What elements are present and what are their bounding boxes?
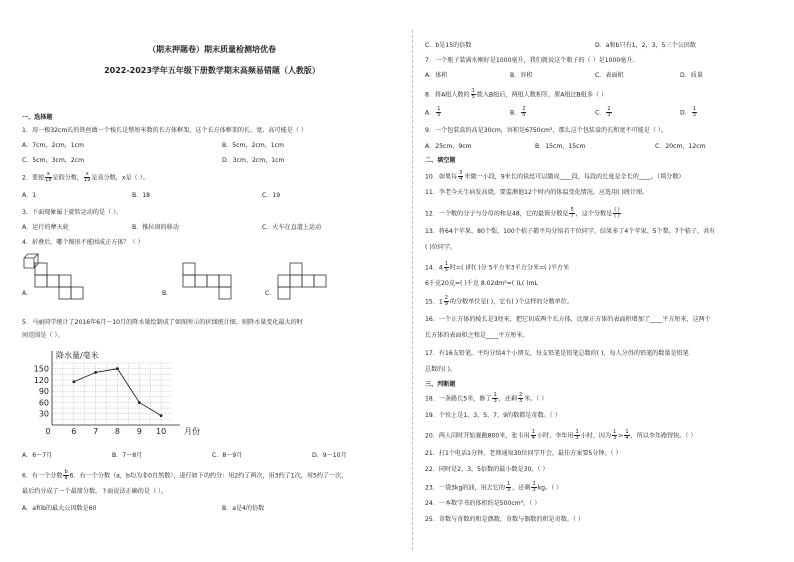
question-6-cont: 最后约分成了一个最简分数。下面说法正确的是（ ）。 xyxy=(22,488,168,495)
question-16: 16．一个正方体的棱长是3厘米，把它切成两个长方体，比原正方体的表面积增加了____平方厘米，这两个 xyxy=(425,316,711,323)
data-point xyxy=(72,380,75,383)
x-axis-label: 月份 xyxy=(184,427,200,436)
column-divider xyxy=(412,30,413,550)
question-19: 19．个位上是1、3、5、7、9的数都是奇数。（ ） xyxy=(425,412,561,419)
question-2: 2．要使 $\frac{x}{18}$ 是假分数， $\frac{x}{19}$ 是真分数，x是（ ）。 xyxy=(22,171,149,183)
question-10: 10．如果每 $\frac{3}{4}$ 米做一小段，9米长的铁丝可以做成____段，每段的长度是全长的____。（填分数） xyxy=(425,170,685,182)
q1-option-d: D．3cm，2cm，1cm xyxy=(222,157,285,164)
y-tick-label: 150 xyxy=(33,364,49,374)
fraction: $\frac{5}{7}$ xyxy=(570,207,574,219)
q6-option-c: C．b是15的倍数 xyxy=(425,42,472,49)
right-column xyxy=(425,0,785,562)
question-5-cont: 间范围是（ ）。 xyxy=(22,332,64,339)
q2-option-b: B．18 xyxy=(132,192,151,199)
cube-net-a-icon xyxy=(34,262,110,312)
section-judge-heading: 三、判断题 xyxy=(425,381,456,388)
q8-option-a: A． $\frac{1}{5}$ xyxy=(425,106,441,118)
data-point xyxy=(160,414,163,417)
question-22: 22．同时是2，3，5倍数的最小数是30。（ ） xyxy=(425,466,549,473)
question-3: 3．下面现象属于旋转运动的是（ ）。 xyxy=(22,209,123,216)
question-8: 8．将A组人数的 $\frac{1}{5}$ 拨入B组后，两组人数相等，原A组比B组多（ ） xyxy=(425,88,608,100)
q2-option-c: C．19 xyxy=(262,192,281,199)
fraction: $\frac{x}{18}$ xyxy=(45,171,52,183)
chart-title: 降水量/毫米 xyxy=(56,351,99,360)
q7-option-a: A．体积 xyxy=(425,72,448,79)
q3-option-b: B．推拉窗的移动 xyxy=(132,224,179,231)
question-13-cont: ( )位同学。 xyxy=(425,244,457,251)
q2-option-a: A．1 xyxy=(22,192,37,199)
question-11: 11．李老今天生病发高烧，要监测他12个时内的体温变化情况，应选用( )统计图。 xyxy=(425,189,649,196)
question-15: 15．1 $\frac{2}{9}$ 的分数单位是( )，它有( )个这样的分数单位。 xyxy=(425,295,573,307)
question-16-cont: 长方体的表面积之和是____平方厘米。 xyxy=(425,332,529,339)
q3-option-c: C．火车在直道上运动 xyxy=(262,224,322,231)
q7-option-d: D．质量 xyxy=(680,72,703,79)
question-18: 18．一条路长5米，修了 $\frac{1}{3}$ ，还剩 $\frac{2}{3}$ 米。（ ） xyxy=(425,392,548,404)
q4-option-a: A． xyxy=(22,290,33,297)
page-title: （期末押题卷）期末质量检测培优卷 xyxy=(148,45,276,54)
q5-option-c: C．8～9月 xyxy=(212,452,243,459)
fraction: $\frac{3}{4}$ xyxy=(459,170,463,182)
fraction: $\frac{1}{5}$ xyxy=(471,88,475,100)
cube-net-b-icon xyxy=(182,262,258,312)
x-tick-label: 8 xyxy=(114,427,121,436)
question-9: 9．一个包装盒的高是30cm，容积是6750cm³，那么这个包装盒的长和宽不可能是（ ）。 xyxy=(425,127,668,134)
y-tick-label: 60 xyxy=(38,398,49,408)
y-tick-label: 90 xyxy=(38,387,49,397)
question-7: 7．一个瓶子装满水刚好是1000毫升，我们就说这个瓶子的（ ）是1000毫升。 xyxy=(425,57,639,64)
q5-option-d: D．9～10月 xyxy=(312,452,347,459)
q6-option-d: D．a和b只有1，2，3，5三个公因数 xyxy=(595,42,696,49)
question-5: 5．马丽同学统计了2016年6月～10月的降水量绘制成了如图所示的折线统计图，则降水量变化最大的时 xyxy=(22,319,303,326)
question-12: 12．一个数的分子与分母的和是48，它的最简分数是 $\frac{5}{7}$ ，这个分数是 $\frac{( )}{( )}$ xyxy=(425,207,620,219)
q1-option-c: C．5cm，3cm，2cm xyxy=(22,157,85,164)
x-tick-label: 6 xyxy=(71,427,77,436)
section-fill-heading: 二、填空题 xyxy=(425,157,456,164)
data-point xyxy=(138,401,141,404)
q8-option-c: C． $\frac{2}{3}$ xyxy=(595,106,611,118)
q4-option-c: C． xyxy=(265,290,276,297)
question-1: 1．用一根32cm长的铁丝做一个棱长是整厘米数的长方体框架，这个长方体框架的长、宽、高可能是（ ） xyxy=(22,127,307,134)
section-choice-heading: 一、选择题 xyxy=(22,114,53,121)
q6-option-a: A．a和b的最大公因数是60 xyxy=(22,505,97,512)
q9-option-c: C．20cm，12cm xyxy=(655,143,706,150)
question-13: 13．将64个苹果、80个梨、100个桔子都平均分给若干位同学，结果多了4个苹果、5个梨、7个桔子，共有 xyxy=(425,228,716,235)
data-point xyxy=(94,371,97,374)
q5-option-a: A．6～7月 xyxy=(22,452,53,459)
page-subtitle: 2022-2023学年五年级下册数学期末高频易错题（人教版） xyxy=(104,66,320,75)
q9-option-a: A．25cm，9cm xyxy=(425,143,472,150)
question-23: 23．一袋3kg的油，用去它的 $\frac{1}{3}$ ，还剩 $\frac{2}{3}$ kg。（ ） xyxy=(425,481,563,493)
fraction: $\frac{b}{a}$ xyxy=(64,469,68,481)
fraction: $\frac{x}{19}$ xyxy=(84,171,91,183)
x-tick-label: 10 xyxy=(155,427,167,436)
x-tick-label: 9 xyxy=(136,427,142,436)
q3-option-a: A．运行的摩天轮 xyxy=(22,224,69,231)
q9-option-b: B．15cm，15cm xyxy=(535,143,586,150)
q1-option-b: B．5cm，2cm，1cm xyxy=(222,142,284,149)
rainfall-line-chart xyxy=(22,345,222,445)
question-21: 21．打1个电话1分钟，老师通知30位同学开会，最佳方案要5分钟。（ ） xyxy=(425,450,622,457)
x-tick-label: 7 xyxy=(93,427,99,436)
x-tick-label: 0 xyxy=(45,427,51,436)
q6-option-b: B．a是4的倍数 xyxy=(222,505,265,512)
q7-option-c: C．表面积 xyxy=(595,72,624,79)
cube-net-c-icon xyxy=(277,262,353,312)
question-14-line2: 6千克20克=( )千克 8.02dm³=( )L( )mL xyxy=(425,280,538,287)
q8-option-b: B． $\frac{2}{5}$ xyxy=(510,106,526,118)
q8-option-d: D． $\frac{1}{3}$ xyxy=(680,106,696,118)
question-24: 24．一本数学书的体积约是500cm³。（ ） xyxy=(425,500,541,507)
data-point xyxy=(116,367,119,370)
y-tick-label: 120 xyxy=(33,375,49,385)
question-17-cont: 总数的( )。 xyxy=(425,366,457,373)
question-6: 6．有一个分数 $\frac{b}{a}$ 6．有一个分数（a，b均为非0自然数），进行如下的约分：用2约了两次，用3约了1次，用5约了一次， xyxy=(22,469,348,481)
q4-option-b: B． xyxy=(162,290,173,297)
q1-option-a: A．7cm，2cm，1cm xyxy=(22,142,84,149)
q7-option-b: B．容积 xyxy=(510,72,533,79)
question-14: 14．4 $\frac{1}{5}$ 时=( )时( )分 5平方米3平方分米=( )平方米 xyxy=(425,261,570,273)
question-17: 17．有16支铅笔，平均分给4个小朋友，每支铅笔是铅笔总数的( )，每人分得的铅笔的数量是铅笔 xyxy=(425,350,689,357)
y-tick-label: 30 xyxy=(38,409,49,419)
q5-option-b: B．7～8月 xyxy=(112,452,143,459)
question-20: 20．两人同时开始赛跑800米，张韦用 $\frac{1}{4}$ 小时，李年用 $\frac{1}{3}$ 小时，因为 $\frac{1}{3}$ > $\frac{1}{4}$ ，所以李年跑得快。（ ） xyxy=(425,429,697,441)
question-25: 25．奇数与奇数的和是偶数，奇数与偶数的积是奇数。（ ） xyxy=(425,516,584,523)
question-4: 4．折叠后，哪个图形不能围成正方体？（ ） xyxy=(22,239,144,246)
left-column xyxy=(22,0,402,562)
